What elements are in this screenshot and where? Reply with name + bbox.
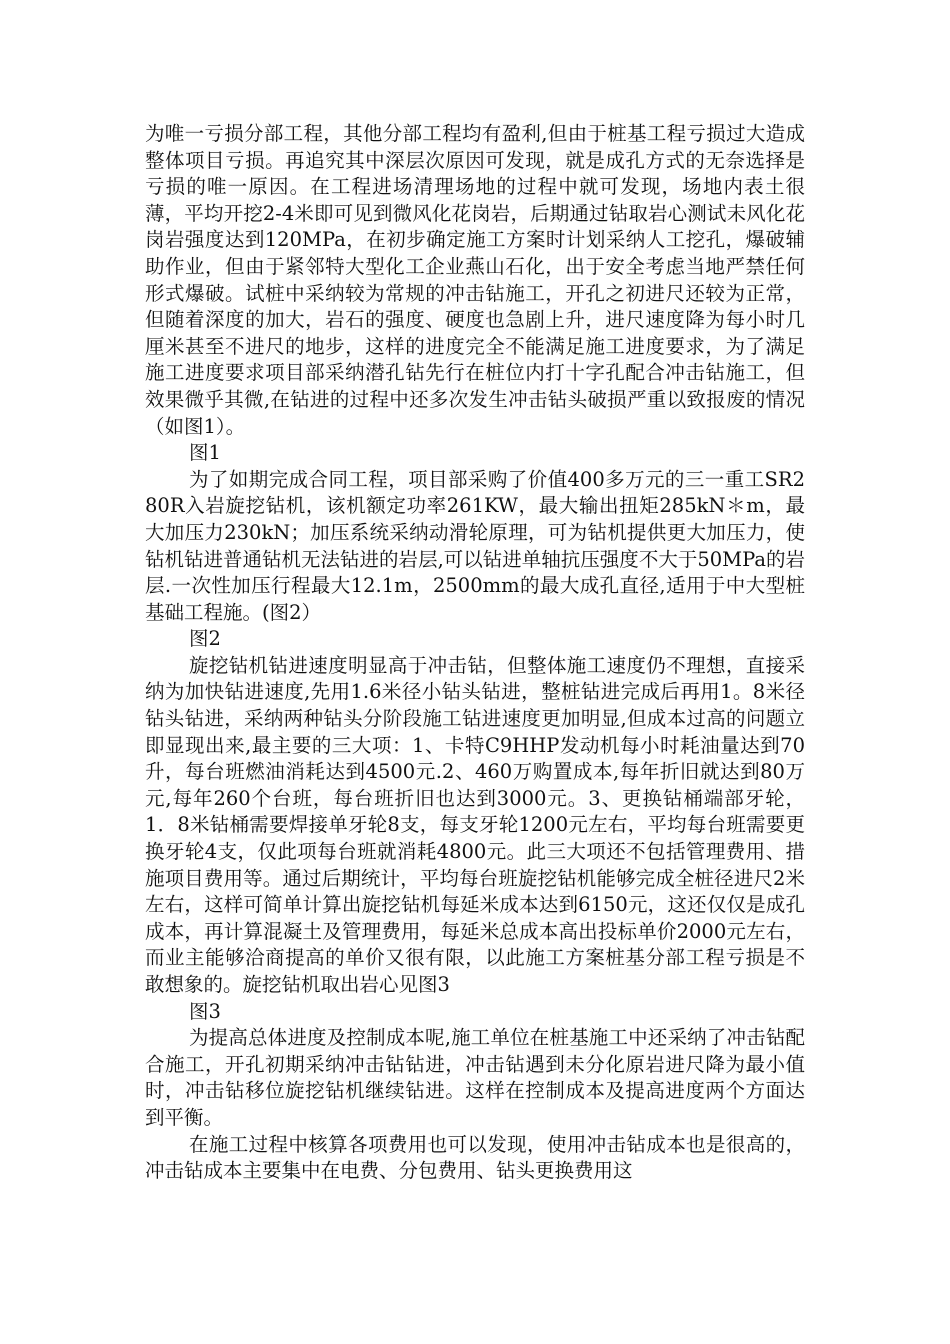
paragraph-impact-drill-cost: 在施工过程中核算各项费用也可以发现，使用冲击钻成本也是很高的，冲击钻成本主要集中在电费、分包费用、钻头更换费用这 <box>145 1132 805 1183</box>
figure-caption-1: 图1 <box>189 441 221 465</box>
document-body <box>145 121 805 1185</box>
figure-caption-3: 图3 <box>189 999 221 1023</box>
paragraph-combined-method: 为提高总体进度及控制成本呢,施工单位在桩基施工中还采纳了冲击钻配合施工，开孔初期采纳冲击钻钻进，冲击钻遇到未分化原岩进尺降为最小值时，冲击钻移位旋挖钻机继续钻进。这样在控制成本及提高进度两个方面达到平衡。 <box>145 1026 805 1129</box>
paragraph-intro: 为唯一亏损分部工程，其他分部工程均有盈利,但由于桩基工程亏损过大造成整体项目亏损。再追究其中深层次原因可发现，就是成孔方式的无奈选择是亏损的唯一原因。在工程进场清理场地的过程中就可发现，场地内表土很薄，平均开挖2-4米即可见到微风化花岗岩，后期通过钻取岩心测试未风化花岗岩强度达到120MPa，在初步确定施工方案时计划采纳人工挖孔，爆破辅助作业，但由于紧邻特大型化工企业燕山石化，出于安全考虑当地严禁任何形式爆破。试桩中采纳较为常规的冲击钻施工，开孔之初进尺还较为正常，但随着深度的加大，岩石的强度、硬度也急剧上升，进尺速度降为每小时几厘米甚至不进尺的地步，这样的进度完全不能满足施工进度要求，为了满足施工进度要求项目部采纳潜孔钻先行在桩位内打十字孔配合冲击钻施工，但效果微乎其微,在钻进的过程中还多次发生冲击钻头破损严重以致报废的情况（如图1）。 <box>145 122 805 438</box>
paragraph-cost-analysis: 旋挖钻机钻进速度明显高于冲击钻，但整体施工速度仍不理想，直接采纳为加快钻进速度,先用1.6米径小钻头钻进，整桩钻进完成后再用1。8米径钻头钻进，采纳两种钻头分阶段施工钻进速度更加明显,但成本过高的问题立即显现出来,最主要的三大项：1、卡特C9HHP发动机每小时耗油量达到70升，每台班燃油消耗达到4500元.2、460万购置成本,每年折旧就达到80万元,每年260个台班，每台班折旧也达到3000元。3、更换钻桶端部牙轮，1．8米钻桶需要焊接单牙轮8支，每支牙轮1200元左右，平均每台班需要更换牙轮4支，仅此项每台班就消耗4800元。此三大项还不包括管理费用、措施项目费用等。通过后期统计，平均每台班旋挖钻机能够完成全桩径进尺2米左右，这样可简单计算出旋挖钻机每延米成本达到6150元，这还仅仅是成孔成本，再计算混凝土及管理费用，每延米总成本高出投标单价2000元左右，而业主能够洽商提高的单价又很有限，以此施工方案桩基分部工程亏损是不敢想象的。旋挖钻机取出岩心见图3 <box>145 653 805 996</box>
paragraph-rotary-rig: 为了如期完成合同工程，项目部采购了价值400多万元的三一重工SR280R入岩旋挖钻机，该机额定功率261KW，最大输出扭矩285kN＊m，最大加压力230kN；加压系统采纳动滑轮原理，可为钻机提供更大加压力，使钻机钻进普通钻机无法钻进的岩层,可以钻进单轴抗压强度不大于50MPa的岩层.一次性加压行程最大12.1m，2500mm的最大成孔直径,适用于中大型桩基础工程施。(图2） <box>145 467 805 624</box>
figure-caption-2: 图2 <box>189 627 221 651</box>
